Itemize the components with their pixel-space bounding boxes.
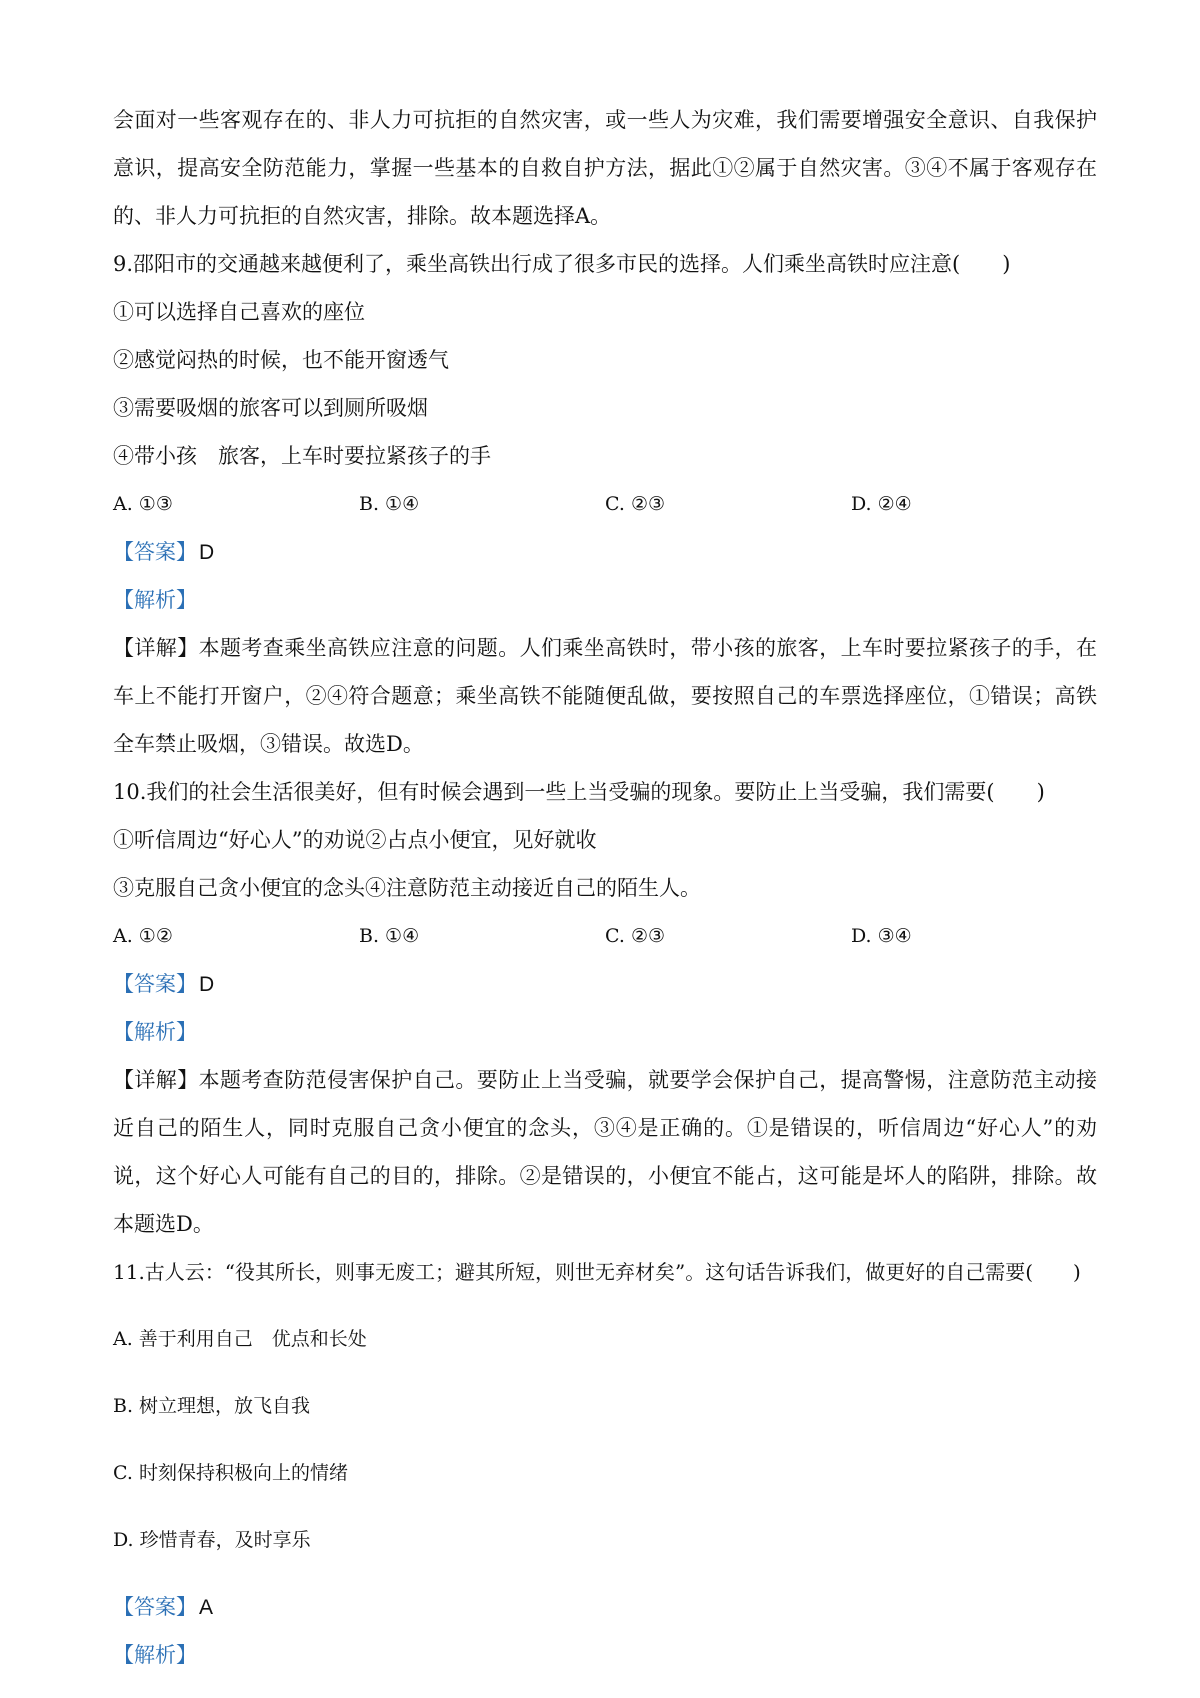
answer-line [113, 528, 1097, 576]
detail-label: 【详解】 [113, 636, 199, 660]
options-row [113, 912, 1097, 960]
answer-label: 【答案】 [113, 540, 197, 564]
answer-value: A [199, 1596, 214, 1619]
question-item: ②感觉闷热的时候，也不能开窗透气 [113, 348, 449, 372]
option-b: B. 树立理想，放飞自我 [113, 1395, 311, 1417]
analysis-label: 【解析】 [113, 1020, 197, 1044]
question-item: ③需要吸烟的旅客可以到厕所吸烟 [113, 396, 428, 420]
option-a: A. 善于利用自己 优点和长处 [113, 1328, 367, 1350]
analysis-line [113, 1631, 1097, 1679]
answer-label: 【答案】 [113, 1595, 197, 1619]
question-item: ③克服自己贪小便宜的念头④注意防范主动接近自己的陌生人。 [113, 876, 701, 900]
option-c: C. ②③ [605, 493, 666, 515]
analysis-label: 【解析】 [113, 1643, 197, 1667]
question-stem: 9.邵阳市的交通越来越便利了，乘坐高铁出行成了很多市民的选择。人们乘坐高铁时应注意( ) [113, 252, 1011, 276]
document-page [113, 96, 1097, 1679]
option-d: D. ③④ [851, 925, 912, 947]
analysis-line [113, 576, 1097, 624]
answer-label: 【答案】 [113, 972, 197, 996]
option-a: A. ①② [113, 925, 173, 947]
intro-paragraph: 会面对一些客观存在的、非人力可抗拒的自然灾害，或一些人为灾难，我们需要增强安全意识、自我保护意识，提高安全防范能力，掌握一些基本的自救自护方法，据此①②属于自然灾害。③④不属于客观存在的、非人力可抗拒的自然灾害，排除。故本题选择A。 [113, 108, 1097, 228]
option-d: D. ②④ [851, 493, 912, 515]
detail-text: 本题考查乘坐高铁应注意的问题。人们乘坐高铁时，带小孩的旅客，上车时要拉紧孩子的手，在车上不能打开窗户，②④符合题意；乘坐高铁不能随便乱做，要按照自己的车票选择座位，①错误；高铁全车禁止吸烟，③错误。故选D。 [113, 636, 1098, 756]
option-b: B. ①④ [359, 493, 420, 515]
question-item: ①可以选择自己喜欢的座位 [113, 300, 365, 324]
option-c: C. ②③ [605, 925, 666, 947]
question-11 [113, 1248, 1097, 1679]
detail-paragraph [113, 1056, 1097, 1248]
question-item: ①听信周边“好心人”的劝说②占点小便宜，见好就收 [113, 828, 597, 852]
analysis-label: 【解析】 [113, 588, 197, 612]
option-c: C. 时刻保持积极向上的情绪 [113, 1462, 348, 1484]
option-a: A. ①③ [113, 493, 173, 515]
question-item: ④带小孩 旅客，上车时要拉紧孩子的手 [113, 444, 491, 468]
question-9 [113, 240, 1097, 768]
options-row [113, 480, 1097, 528]
answer-line [113, 1583, 1097, 1631]
detail-label: 【详解】 [113, 1068, 199, 1092]
option-d: D. 珍惜青春，及时享乐 [113, 1529, 311, 1551]
answer-value: D [199, 541, 215, 564]
answer-value: D [199, 973, 215, 996]
question-10 [113, 768, 1097, 1248]
question-stem: 10.我们的社会生活很美好，但有时候会遇到一些上当受骗的现象。要防止上当受骗，我们需要( ) [113, 780, 1045, 804]
option-b: B. ①④ [359, 925, 420, 947]
detail-text: 本题考查防范侵害保护自己。要防止上当受骗，就要学会保护自己，提高警惕，注意防范主动接近自己的陌生人，同时克服自己贪小便宜的念头，③④是正确的。①是错误的，听信周边“好心人”的劝说，这个好心人可能有自己的目的，排除。②是错误的，小便宜不能占，这可能是坏人的陷阱，排除。故本题选D。 [113, 1068, 1098, 1236]
detail-paragraph [113, 624, 1097, 768]
question-stem: 11.古人云：“役其所长，则事无废工；避其所短，则世无弃材矣”。这句话告诉我们，做更好的自己需要( ) [113, 1260, 1081, 1284]
answer-line [113, 960, 1097, 1008]
analysis-line [113, 1008, 1097, 1056]
